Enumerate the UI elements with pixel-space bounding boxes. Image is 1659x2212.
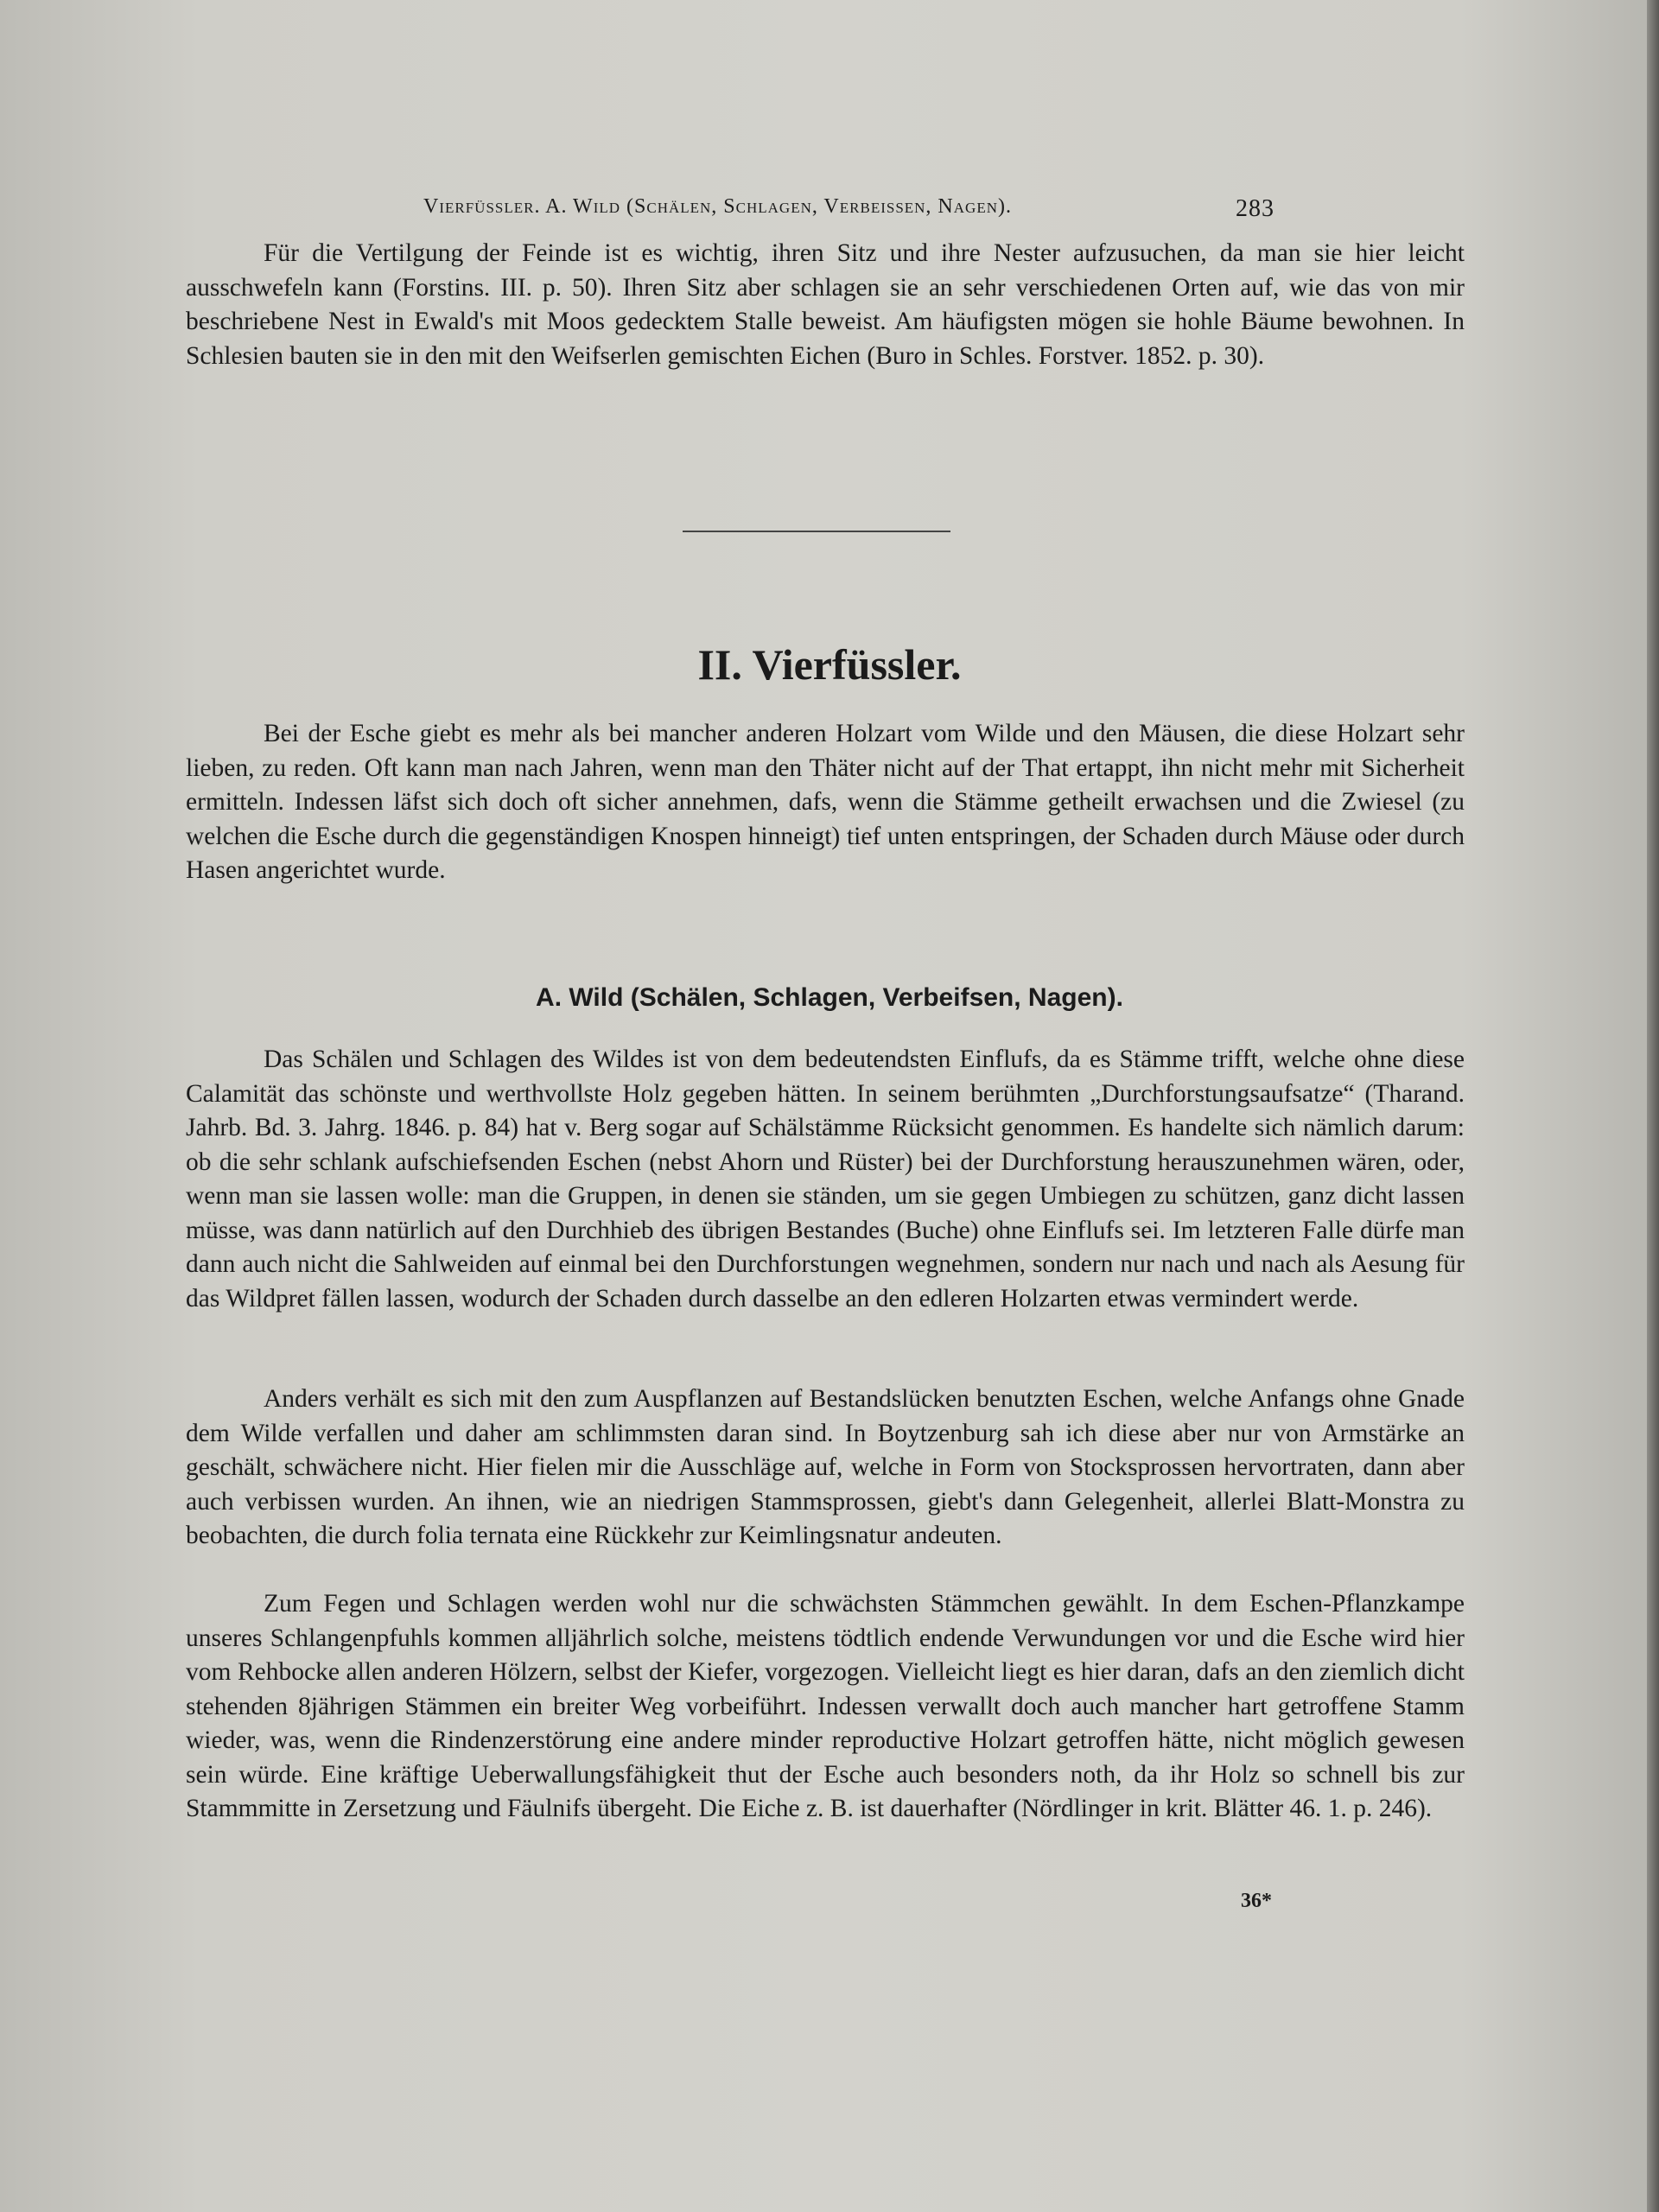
- intro-paragraph: Für die Vertilgung der Feinde ist es wichtig, ihren Sitz und ihre Nester aufzusuchen, da man sie hier leicht ausschwefeln kann (Forstins. III. p. 50). Ihren Sitz aber schlagen sie an sehr verschiedenen Orten auf, wie das von mir beschriebene Nest in Ewald's mit Moos gedecktem Stalle beweist. Am häufigsten mögen sie hohle Bäume bewohnen. In Schlesien bauten sie in den mit den Weifserlen gemischten Eichen (Buro in Schles. Forstver. 1852. p. 30).: [186, 239, 1465, 370]
- section-title: II. Vierfüssler.: [697, 640, 962, 689]
- subsection-title: A. Wild (Schälen, Schlagen, Verbeifsen, Nagen).: [536, 983, 1123, 1012]
- body-paragraph: Das Schälen und Schlagen des Wildes ist von dem bedeutendsten Einflufs, da es Stämme trifft, welche ohne diese Calamität das schönste und werthvollste Holz gegeben hätten. In seinem berühmten „Durchforstungsaufsatze“ (Tharand. Jahrb. Bd. 3. Jahrg. 1846. p. 84) hat v. Berg sogar auf Schälstämme Rücksicht genommen. Es handelte sich nämlich darum: ob die sehr schlank aufschiefsenden Eschen (nebst Ahorn und Rüster) bei der Durchforstung herauszunehmen wären, oder, wenn man sie lassen wolle: man die Gruppen, in denen sie ständen, um sie gegen Umbiegen zu schützen, ganz dicht lassen müsse, was dann natürlich auf den Durchhieb des übrigen Bestandes (Buche) ohne Einflufs sei. Im letzteren Falle dürfe man dann auch nicht die Sahlweiden auf einmal bei den Durchforstungen wegnehmen, sondern nur nach und nach als Aesung für das Wildpret fällen lassen, wodurch der Schaden durch dasselbe an den edleren Holzarten etwas vermindert werde.: [186, 1046, 1465, 1313]
- page-edge: [1647, 0, 1659, 2212]
- body-paragraph: Zum Fegen und Schlagen werden wohl nur die schwächsten Stämmchen gewählt. In dem Eschen-Pflanzkampe unseres Schlangenpfuhls kommen alljährlich solche, meistens tödtlich endende Verwundungen vor und die Esche wird hier vom Rehbocke allen anderen Hölzern, selbst der Kiefer, vorgezogen. Vielleicht liegt es hier daran, dafs an den ziemlich dicht stehenden 8jährigen Stämmen ein breiter Weg vorbeiführt. Indessen verwallt doch auch mancher hart getroffene Stamm wieder, was, wenn die Rindenzerstörung eine andere minder reproductive Holzart getroffen hätte, nicht möglich gewesen sein würde. Eine kräftige Ueberwallungsfähigkeit thut der Esche auch besonders noth, da ihr Holz so schnell bis zur Stammmitte in Zersetzung und Fäulnifs übergeht. Die Eiche z. B. ist dauerhafter (Nördlinger in krit. Blätter 46. 1. p. 246).: [186, 1590, 1465, 1822]
- section-intro-paragraph: Bei der Esche giebt es mehr als bei mancher anderen Holzart vom Wilde und den Mäusen, die diese Holzart sehr lieben, zu reden. Oft kann man nach Jahren, wenn man den Thäter nicht auf der That ertappt, ihn nicht mehr mit Sicherheit ermitteln. Indessen läfst sich doch oft sicher annehmen, dafs, wenn die Stämme getheilt erwachsen und die Zwiesel (zu welchen die Esche durch die gegenständigen Knospen hinneigt) tief unten entspringen, der Schaden durch Mäuse oder durch Hasen angerichtet wurde.: [186, 720, 1465, 884]
- page-number: 283: [1236, 195, 1274, 222]
- signature-mark: 36*: [1241, 1890, 1272, 1912]
- body-paragraph: Anders verhält es sich mit den zum Auspflanzen auf Bestandslücken benutzten Eschen, welche Anfangs ohne Gnade dem Wilde verfallen und daher am schlimmsten daran sind. In Boytzenburg sah ich diese aber nur von Armstärke an geschält, schwächere nicht. Hier fielen mir die Ausschläge auf, welche in Form von Stocksprossen hervortraten, dann aber auch verbissen wurden. An ihnen, wie an niedrigen Stammsprossen, giebt's dann Gelegenheit, allerlei Blatt-Monstra zu beobachten, die durch folia ternata eine Rückkehr zur Keimlingsnatur andeuten.: [186, 1385, 1465, 1549]
- section-divider: [683, 531, 950, 532]
- running-head: [423, 195, 1469, 222]
- running-head-text: Vierfüssler. A. Wild (Schälen, Schlagen, Verbeissen, Nagen).: [423, 195, 1012, 218]
